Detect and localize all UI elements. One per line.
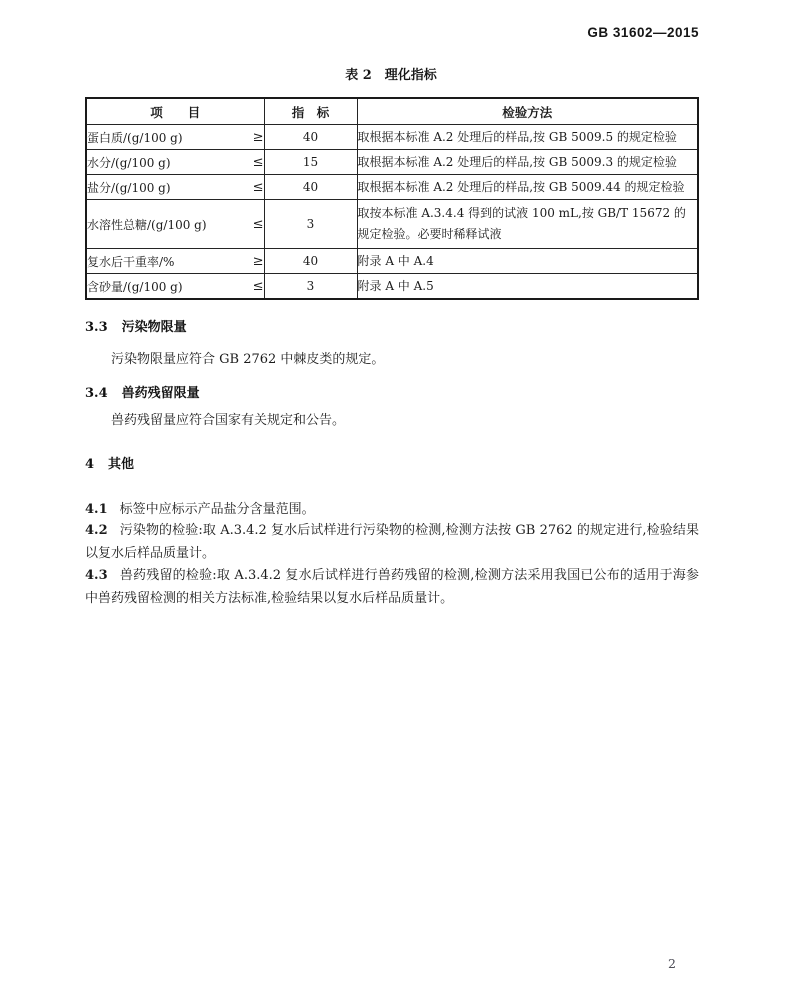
indicator-cell: 3	[264, 274, 357, 300]
item-label: 水分/(g/100 g)	[87, 155, 171, 170]
item-cell	[86, 274, 264, 300]
item-cell	[86, 175, 264, 200]
item-label: 蛋白质/(g/100 g)	[87, 130, 183, 145]
indicator-cell: 40	[264, 249, 357, 274]
column-header-indicator: 指 标	[264, 98, 357, 125]
method-cell: 附录 A 中 A.5	[357, 274, 698, 300]
clause-text: 标签中应标示产品盐分含量范围。	[119, 502, 315, 517]
table-header-row	[86, 98, 698, 125]
phys-chem-table	[85, 97, 699, 300]
table-row	[86, 125, 698, 150]
item-label: 复水后干重率/%	[87, 254, 175, 269]
section-heading-label: 兽药残留限量	[121, 386, 200, 401]
doc-number: GB 31602—2015	[587, 25, 699, 40]
table-title: 表 2 理化指标	[345, 68, 437, 83]
operator-symbol: ≤	[252, 216, 264, 232]
operator-symbol: ≤	[252, 154, 264, 170]
clause-number: 4.3	[85, 568, 108, 583]
indicator-cell: 3	[264, 200, 357, 249]
section-heading-label: 污染物限量	[121, 320, 187, 335]
section-number: 3.3	[85, 320, 108, 335]
column-header-item: 项 目	[86, 98, 264, 125]
operator-symbol: ≤	[252, 179, 264, 195]
item-label: 含砂量/(g/100 g)	[87, 279, 183, 294]
item-cell	[86, 150, 264, 175]
section-number: 3.4	[85, 386, 108, 401]
table-row	[86, 150, 698, 175]
clause-text: 兽药残留的检验:取 A.3.4.2 复水后试样进行兽药残留的检测,检测方法采用我国已公布的适用于海参中兽药残留检测的相关方法标准,检验结果以复水后样品质量计。	[85, 568, 699, 606]
method-cell: 取根据本标准 A.2 处理后的样品,按 GB 5009.5 的规定检验	[357, 125, 698, 150]
clause-text: 污染物的检验:取 A.3.4.2 复水后试样进行污染物的检测,检测方法按 GB 2762 的规定进行,检验结果以复水后样品质量计。	[85, 523, 699, 561]
column-header-method: 检验方法	[357, 98, 698, 125]
section-heading-4	[85, 457, 699, 473]
section-heading-3-3	[85, 320, 699, 336]
clause-4-3	[85, 565, 699, 610]
page-number: 2	[668, 956, 676, 971]
table-row	[86, 175, 698, 200]
indicator-cell: 40	[264, 125, 357, 150]
table-row	[86, 249, 698, 274]
clause-number: 4.2	[85, 523, 108, 538]
indicator-cell: 40	[264, 175, 357, 200]
clause-number: 4.1	[85, 502, 108, 517]
table-row	[86, 274, 698, 300]
operator-symbol: ≥	[252, 129, 264, 145]
indicator-cell: 15	[264, 150, 357, 175]
clause-4-1	[85, 499, 699, 522]
method-cell: 取按本标准 A.3.4.4 得到的试液 100 mL,按 GB/T 15672 的规定检验。必要时稀释试液	[357, 200, 698, 249]
method-cell: 取根据本标准 A.2 处理后的样品,按 GB 5009.44 的规定检验	[357, 175, 698, 200]
item-cell	[86, 125, 264, 150]
operator-symbol: ≥	[252, 253, 264, 269]
section-heading-3-4	[85, 386, 699, 402]
section-paragraph-3-3: 污染物限量应符合 GB 2762 中棘皮类的规定。	[111, 352, 385, 367]
section-heading-label: 其他	[108, 457, 135, 472]
method-cell: 附录 A 中 A.4	[357, 249, 698, 274]
item-label: 盐分/(g/100 g)	[87, 180, 171, 195]
table-row	[86, 200, 698, 249]
clause-4-2	[85, 520, 699, 565]
section-paragraph-3-4: 兽药残留量应符合国家有关规定和公告。	[111, 413, 346, 428]
item-label: 水溶性总糖/(g/100 g)	[87, 217, 207, 232]
item-cell	[86, 200, 264, 249]
operator-symbol: ≤	[252, 278, 264, 294]
section-number: 4	[85, 457, 95, 472]
item-cell	[86, 249, 264, 274]
method-cell: 取根据本标准 A.2 处理后的样品,按 GB 5009.3 的规定检验	[357, 150, 698, 175]
